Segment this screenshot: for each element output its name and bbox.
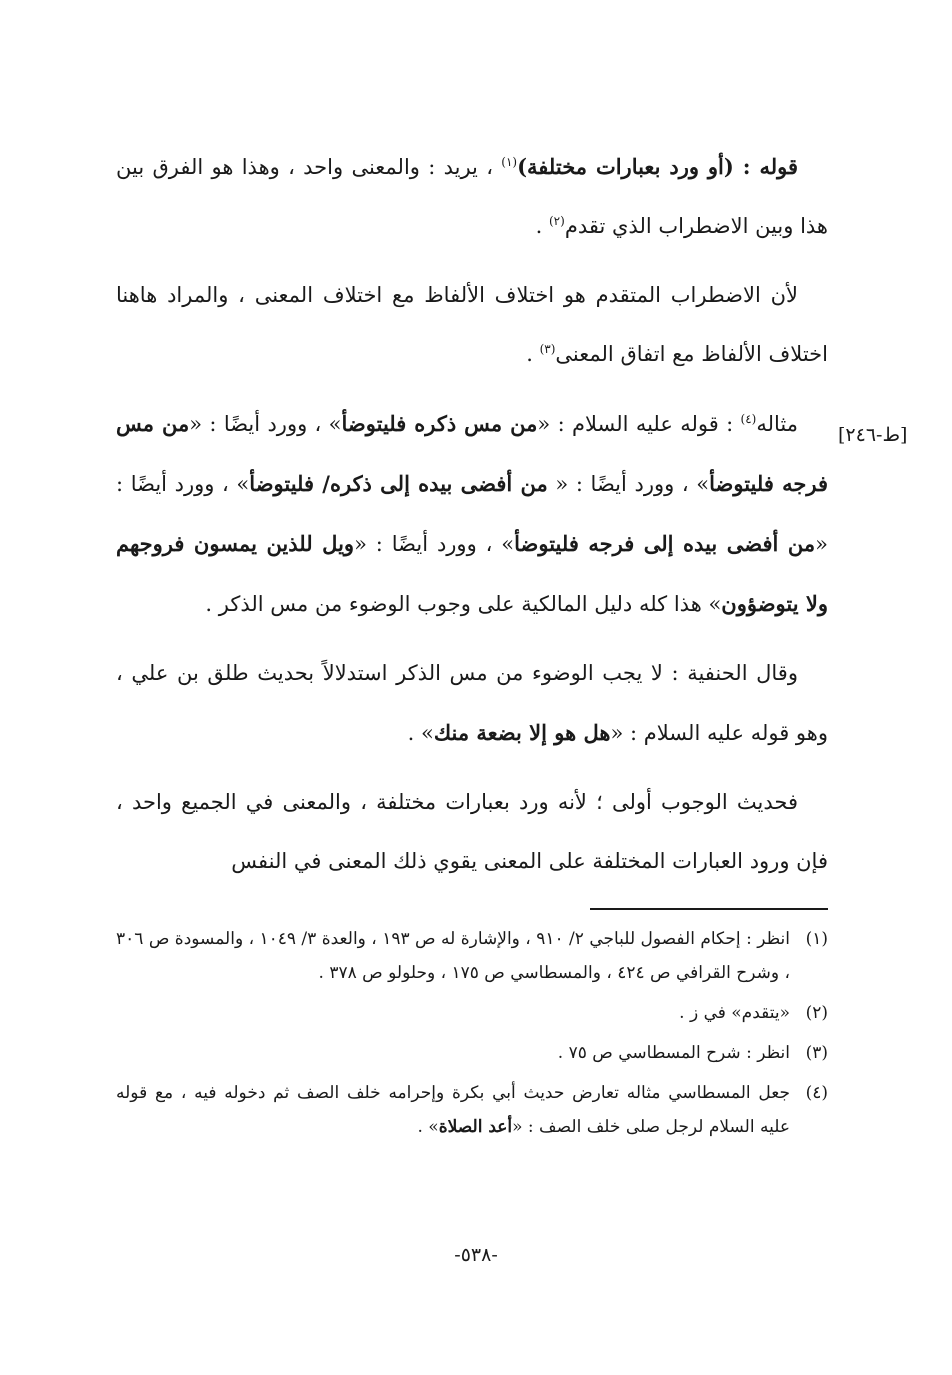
hadith-2: من مس فرجه فليتوضأ xyxy=(116,411,829,496)
paragraph-1-quote: (أو ورد بعبارات مختلفة) xyxy=(517,154,734,179)
page-number: -٥٣٨- xyxy=(454,1244,498,1266)
footnote-separator xyxy=(590,908,828,910)
paragraph-3-text-4: » ، وورد أيضًا : « xyxy=(547,472,710,496)
footnote-number: (٢) xyxy=(805,1003,828,1023)
paragraph-2 xyxy=(116,266,828,384)
paragraph-2-end: . xyxy=(526,342,540,366)
paragraph-1-end: . xyxy=(535,214,549,238)
footnote-number: (٣) xyxy=(805,1043,828,1063)
paragraph-3-text-7: » هذا كله دليل المالكية على وجوب الوضوء من مس الذكر . xyxy=(205,592,722,616)
footnote-text: انظر : إحكام الفصول للباجي ٢/ ٩١٠ ، والإشارة له ص ١٩٣ ، والعدة ٣/ ١٠٤٩ ، والمسودة ص ٣٠٦ ، وشرح القرافي ص ٤٢٤ ، والمسطاسي ص ١٧٥ ، وحلولو ص ٣٧٨ . xyxy=(116,929,790,983)
hadith-1: من مس ذكره فليتوضأ xyxy=(341,411,538,436)
paragraph-4-text-2: » . xyxy=(407,721,434,745)
footnote-1 xyxy=(116,922,828,990)
paragraph-1 xyxy=(116,137,828,256)
paragraph-3-text-6: » ، وورد أيضًا : « xyxy=(354,532,515,556)
footnote-4 xyxy=(116,1076,828,1144)
paragraph-1-lead: قوله : xyxy=(733,154,798,179)
footnote-2 xyxy=(116,996,828,1030)
footnote-ref-2: (٢) xyxy=(548,214,565,228)
paragraph-4-text-1: وقال الحنفية : لا يجب الوضوء من مس الذكر استدلالاً بحديث طلق بن علي ، وهو قوله عليه السلام : « xyxy=(116,661,828,745)
paragraph-1-text: ، يريد : والمعنى واحد ، وهذا هو الفرق بين هذا وبين الاضطراب الذي تقدم xyxy=(116,155,828,238)
footnote-ref-3: (٣) xyxy=(539,342,556,356)
paragraph-5-text: فحديث الوجوب أولى ؛ لأنه ورد بعبارات مختلفة ، والمعنى في الجميع واحد ، فإن ورود العبارات المختلفة على المعنى يقوي ذلك المعنى في النفس xyxy=(116,790,828,873)
hadith-5: ويل للذين يمسون فروجهم ولا يتوضؤون xyxy=(116,531,828,616)
margin-page-reference: [ط-٢٤٦] xyxy=(838,424,908,446)
paragraph-3 xyxy=(116,394,828,634)
paragraph-5 xyxy=(116,773,828,891)
paragraph-3-text-3: » ، وورد أيضًا : « xyxy=(189,412,342,436)
footnote-end: » . xyxy=(417,1117,439,1137)
footnote-text: جعل المسطاسي مثاله تعارض حديث أبي بكرة وإحرامه خلف الصف ثم دخوله فيه ، مع قوله عليه السلام لرجل صلى خلف الصف : « xyxy=(116,1083,790,1137)
footnote-text: انظر : شرح المسطاسي ص ٧٥ . xyxy=(557,1043,790,1063)
paragraph-4 xyxy=(116,644,828,763)
paragraph-2-text: لأن الاضطراب المتقدم هو اختلاف الألفاظ مع اختلاف المعنى ، والمراد هاهنا اختلاف الألفاظ مع اتفاق المعنى xyxy=(116,283,828,366)
footnote-ref-4: (٤) xyxy=(740,412,757,426)
footnote-ref-1: (١) xyxy=(501,155,518,169)
footnote-3 xyxy=(116,1036,828,1070)
footnote-text: «يتقدم» في ز . xyxy=(679,1003,790,1023)
paragraph-3-text-1: مثاله xyxy=(756,412,799,436)
main-text xyxy=(116,137,828,891)
paragraph-3-text-5: » ، وورد أيضًا : « xyxy=(116,472,828,556)
hadith-4: من أفضى بيده إلى فرجه فليتوضأ xyxy=(514,531,816,556)
hadith-6: هل هو إلا بضعة منك xyxy=(433,720,611,745)
footnote-number: (١) xyxy=(805,929,828,949)
footnote-hadith: أعد الصلاة xyxy=(438,1117,513,1137)
footnotes xyxy=(116,922,828,1150)
paragraph-3-text-2: : قوله عليه السلام : « xyxy=(537,412,741,436)
footnote-number: (٤) xyxy=(805,1083,828,1103)
hadith-3: من أفضى بيده إلى ذكره/ فليتوضأ xyxy=(249,471,548,496)
